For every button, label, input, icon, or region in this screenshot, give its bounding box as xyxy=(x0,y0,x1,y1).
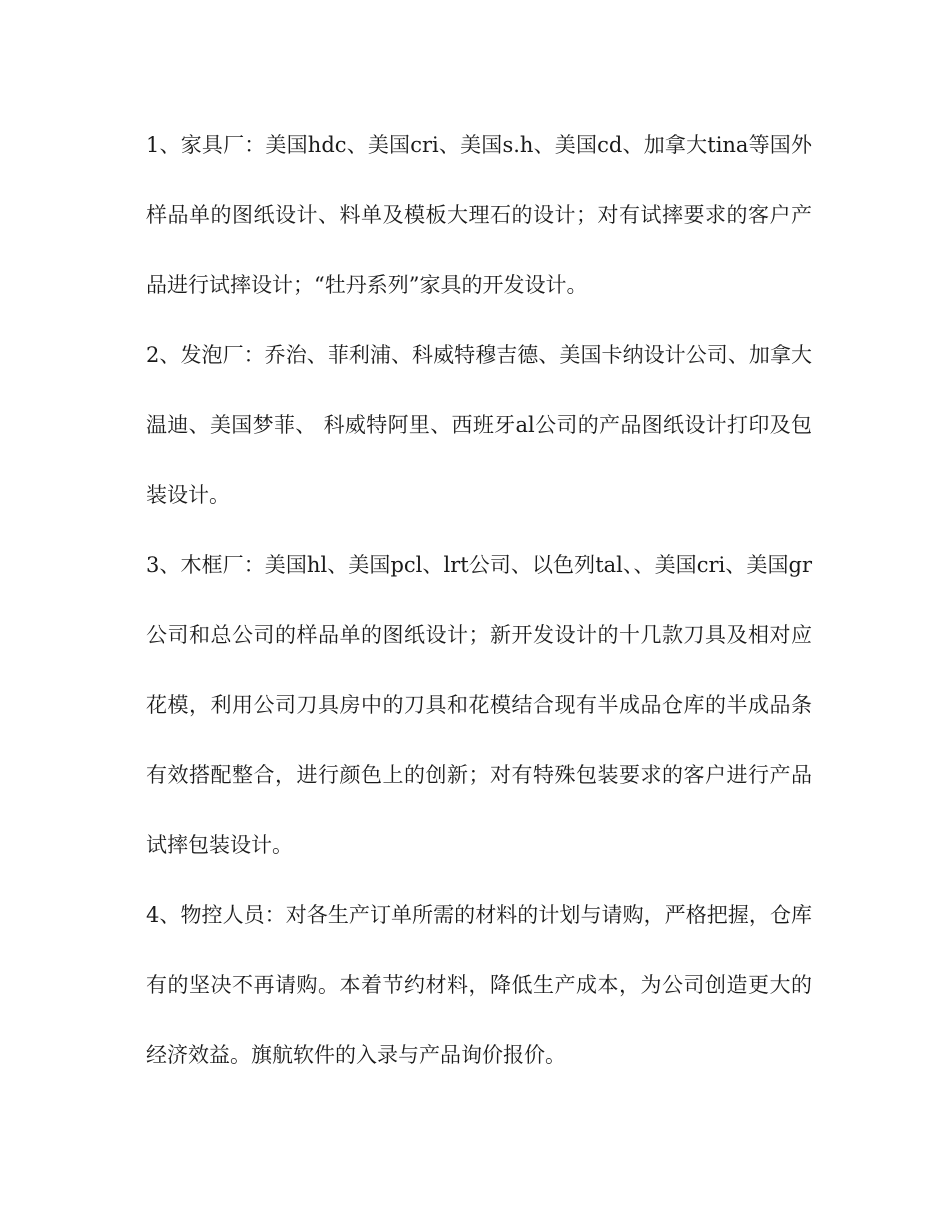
document-body xyxy=(146,110,812,1090)
paragraph-material-control: 4、物控人员：对各生产订单所需的材料的计划与请购，严格把握，仓库有的坚决不再请购。本着节约材料，降低生产成本，为公司创造更大的经济效益。旗航软件的入录与产品询价报价。 xyxy=(146,903,812,1067)
paragraph-furniture-factory: 1、家具厂：美国hdc、美国cri、美国s.h、美国cd、加拿大tina等国外样品单的图纸设计、料单及模板大理石的设计；对有试摔要求的客户产品进行试摔设计；“牡丹系列”家具的开发设计。 xyxy=(146,133,812,297)
paragraph-foam-factory: 2、发泡厂：乔治、菲利浦、科威特穆吉德、美国卡纳设计公司、加拿大温迪、美国梦菲、 科威特阿里、西班牙al公司的产品图纸设计打印及包装设计。 xyxy=(146,343,812,507)
paragraph-wood-frame-factory: 3、木框厂：美国hl、美国pcl、lrt公司、以色列tal、、美国cri、美国gr公司和总公司的样品单的图纸设计；新开发设计的十几款刀具及相对应花模，利用公司刀具房中的刀具和花模结合现有半成品仓库的半成品条有效搭配整合，进行颜色上的创新；对有特殊包装要求的客户进行产品试摔包装设计。 xyxy=(146,553,812,857)
